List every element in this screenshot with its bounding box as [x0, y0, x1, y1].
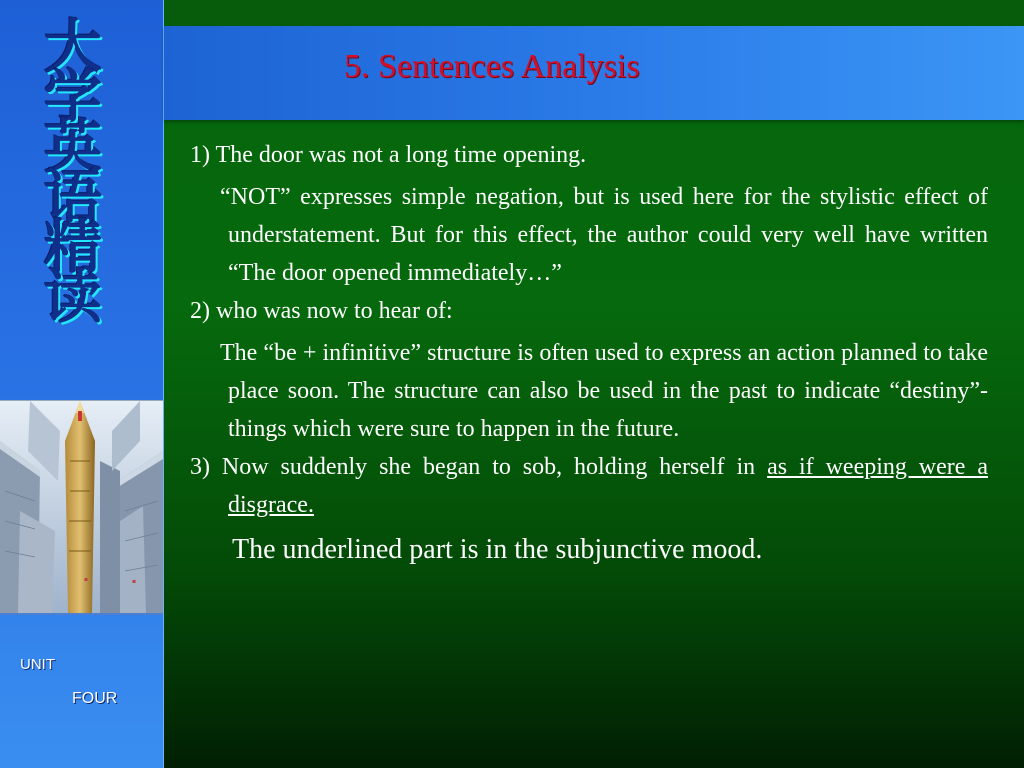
svg-text:▪: ▪: [84, 576, 89, 583]
svg-text:▪: ▪: [132, 578, 137, 585]
point-3-underlined-text: as if weeping were a disgrace.: [228, 454, 988, 518]
title-char-1: 大: [43, 13, 102, 81]
title-char-3: 英: [43, 113, 102, 181]
vertical-course-title: [8, 13, 138, 331]
title-char-6: 读: [43, 263, 102, 331]
unit-label: UNIT: [20, 656, 55, 673]
point-1: 1) The door was not a long time opening.: [190, 142, 587, 168]
top-strip: [164, 0, 1024, 26]
city-skyline-image: [0, 400, 163, 615]
point-1-explanation: “NOT” expresses simple negation, but is used here for the stylistic effect of understatement. But for this effect, the author could very well have written “The door opened immediately…”: [220, 184, 988, 286]
title-char-4: 语: [43, 163, 102, 231]
title-bar: [164, 26, 1024, 120]
slide-main: [164, 0, 1024, 768]
unit-number-label: FOUR: [72, 690, 118, 707]
slide-content: [190, 136, 988, 570]
point-3: [190, 448, 988, 524]
title-char-2: 学: [43, 63, 102, 131]
slide-title: 5. Sentences Analysis: [344, 48, 640, 85]
point-3-text: 3) Now suddenly she began to sob, holding herself in: [190, 454, 768, 480]
point-2-explanation: The “be + infinitive” structure is often used to express an action planned to take place soon. The structure can also be used in the past to indicate “destiny”- things which were sure to happen in the future.: [220, 340, 988, 442]
point-2: 2) who was now to hear of:: [190, 298, 453, 324]
sidebar: [0, 0, 164, 768]
conclusion-text: The underlined part is in the subjunctive mood.: [232, 534, 763, 565]
title-char-5: 精: [43, 213, 102, 281]
